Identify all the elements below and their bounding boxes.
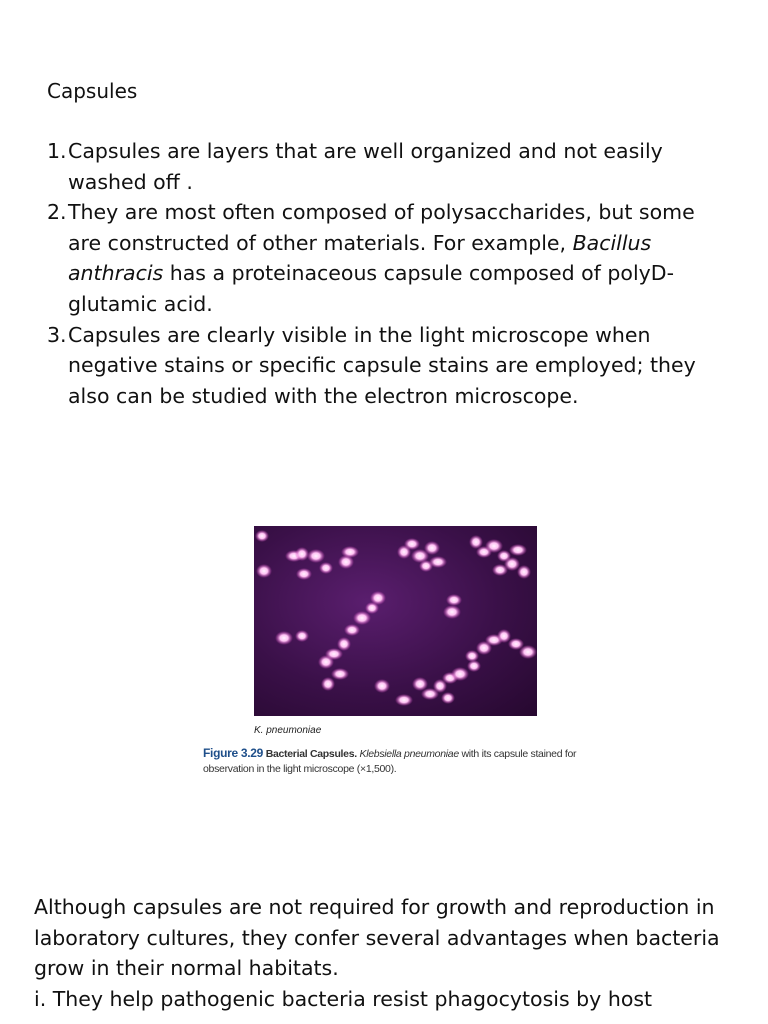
bacterial-cell: [485, 539, 503, 553]
bacterial-cell: [517, 565, 531, 579]
list-text: They are most often composed of polysaccharides, but some are constructed of other materials. For example,: [68, 200, 695, 255]
bacterial-cell: [509, 544, 527, 556]
bacterial-cell: [429, 556, 447, 568]
list-number: 3.: [47, 322, 67, 347]
bacterial-cell: [353, 611, 371, 625]
bacterial-cell: [296, 568, 312, 580]
bacterial-cell: [370, 591, 386, 605]
bacterial-cell: [255, 530, 269, 542]
micrograph-illustration: [254, 526, 537, 716]
bacterial-cell: [331, 668, 349, 680]
list-text: has a proteinaceous capsule composed of polyD-glutamic acid.: [68, 261, 674, 316]
list-text: Capsules are clearly visible in the light microscope when negative stains or specific capsule stains are employed; they also can be studied with the electron microscope.: [68, 322, 696, 408]
bacterial-cell: [519, 645, 537, 659]
bacterial-cell: [492, 564, 508, 576]
bacterial-cell: [321, 677, 335, 691]
bacterial-cell: [467, 660, 481, 672]
figure: [195, 522, 595, 792]
list-text: Capsules are layers that are well organized and not easily washed off .: [68, 139, 663, 194]
list-item: [47, 136, 727, 197]
bacterial-cell: [256, 564, 272, 578]
body-text: [34, 892, 744, 1014]
italic-text: Bacillus anthracis: [68, 230, 652, 286]
bacterial-cell: [441, 692, 455, 704]
bacterial-cell: [446, 594, 462, 606]
bacterial-cell: [295, 630, 309, 642]
bacterial-cell: [374, 679, 390, 693]
bacterial-cell: [319, 562, 333, 574]
paragraph: Although capsules are not required for growth and reproduction in laboratory cultures, they confer several advantages when bacteria grow in their normal habitats.: [34, 895, 720, 981]
figure-caption: [203, 746, 595, 777]
bacterial-cell: [497, 629, 511, 643]
figure-title: Bacterial Capsules.: [265, 748, 357, 760]
bacterial-cell: [275, 631, 293, 645]
figure-label: K. pneumoniae: [254, 725, 322, 736]
micrograph-image: [254, 526, 537, 716]
bacterial-cell: [465, 650, 479, 662]
sub-item: i. They help pathogenic bacteria resist phagocytosis by host: [34, 986, 653, 1011]
numbered-list: [47, 136, 727, 411]
list-item: [47, 320, 727, 412]
bacterial-cell: [337, 637, 351, 651]
figure-number: Figure 3.29: [203, 746, 264, 760]
bacterial-cell: [404, 538, 420, 550]
figure-caption-text: with its capsule stained for observation in the light microscope (×1,500).: [203, 748, 577, 775]
bacterial-cell: [451, 667, 469, 681]
bacterial-cell: [341, 546, 359, 558]
page-title: Capsules: [47, 79, 138, 103]
list-item: [47, 197, 727, 319]
figure-species: Klebsiella pneumoniae: [359, 748, 459, 760]
bacterial-cell: [443, 605, 461, 619]
list-number: 2.: [47, 200, 67, 225]
bacterial-cell: [307, 549, 325, 563]
bacterial-cell: [295, 547, 309, 561]
bacterial-cell: [424, 541, 440, 555]
list-number: 1.: [47, 139, 67, 163]
bacterial-cell: [395, 694, 413, 706]
bacterial-cell: [344, 624, 360, 636]
